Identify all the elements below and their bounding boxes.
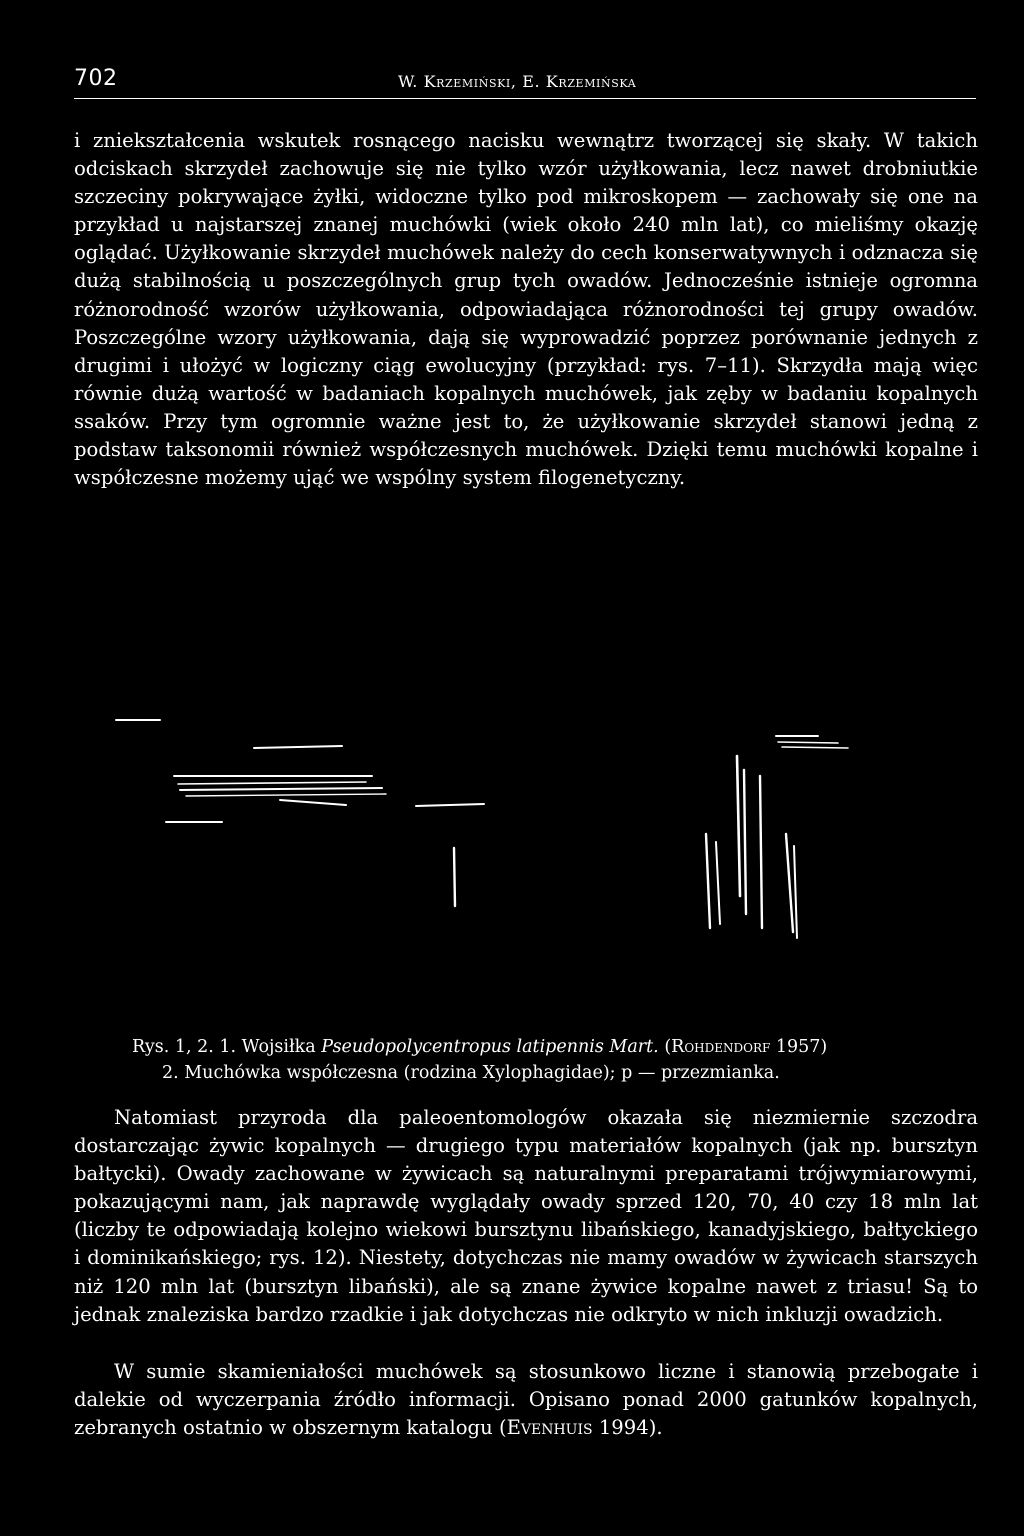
vein-line: [794, 846, 797, 938]
vein-line: [280, 800, 346, 805]
vein-line: [180, 788, 382, 790]
vein-line: [737, 756, 740, 896]
vein-line: [744, 770, 746, 914]
vein-line: [782, 747, 848, 748]
vein-line: [706, 834, 710, 928]
caption-ref-year: 1957): [770, 1037, 828, 1057]
vein-line: [186, 794, 386, 796]
vein-line: [760, 776, 762, 928]
body-paragraph-3: [74, 1358, 978, 1442]
page-number: 702: [74, 66, 118, 91]
caption-prefix: Rys. 1, 2. 1. Wojsiłka: [132, 1037, 322, 1057]
caption-line-1: [132, 1034, 952, 1060]
citation-tail: 1994).: [592, 1416, 663, 1440]
running-head: W. Krzemiński, E. Krzemińska: [398, 72, 637, 91]
vein-line: [778, 742, 838, 743]
caption-ref-author: (Rohdendorf: [664, 1037, 771, 1057]
vein-line: [716, 842, 720, 924]
figure-caption: [132, 1034, 952, 1086]
vein-line: [454, 848, 455, 906]
citation-author: Evenhuis: [506, 1416, 593, 1440]
caption-species-name: Pseudopolycentropus latipennis Mart.: [321, 1037, 659, 1057]
caption-line-2: 2. Muchówka współczesna (rodzina Xylophagidae); p — przezmianka.: [162, 1063, 780, 1083]
vein-line: [786, 834, 793, 932]
figure-wing-venation: [100, 700, 900, 960]
body-paragraph-1: i zniekształcenia wskutek rosnącego nacisku wewnątrz tworzącej się skały. W takich odciskach skrzydeł zachowuje się nie tylko wzór użyłkowania, lecz nawet drobniutkie szczeciny pokrywające żyłki, widoczne tylko pod mikroskopem — zachowały się one na przykład u najstarszej znanej muchówki (wiek około 240 mln lat), co mieliśmy okazję oglądać. Użyłkowanie skrzydeł muchówek należy do cech konserwatywnych i odznacza się dużą stabilnością u poszczególnych grup tych owadów. Jednocześnie istnieje ogromna różnorodność wzorów użyłkowania, odpowiadająca różnorodności tej grupy owadów. Poszczególne wzory użyłkowania, dają się wyprowadzić poprzez porównanie jednych z drugimi i ułożyć w logiczny ciąg ewolucyjny (przykład: rys. 7–11). Skrzydła mają więc równie dużą wartość w badaniach kopalnych muchówek, jak zęby w badaniu kopalnych ssaków. Przy tym ogromnie ważne jest to, że użyłkowanie skrzydeł stanowi jedną z podstaw taksonomii również współczesnych muchówek. Dzięki temu muchówki kopalne i współczesne możemy ująć we wspólny system filogenetyczny.: [74, 129, 978, 490]
page-header: [74, 64, 976, 99]
vein-line: [178, 782, 366, 784]
vein-line: [416, 804, 484, 806]
wing-venation-drawing: [100, 700, 900, 960]
vein-line: [254, 746, 342, 748]
body-paragraph-2: Natomiast przyroda dla paleoentomologów okazała się niezmiernie szczodra dostarczając żywic kopalnych — drugiego typu materiałów kopalnych (jak np. bursztyn bałtycki). Owady zachowane w żywicach są naturalnymi preparatami trójwymiarowymi, pokazującymi nam, jak naprawdę wyglądały owady sprzed 120, 70, 40 czy 18 mln lat (liczby te odpowiadają kolejno wiekowi bursztynu libańskiego, kanadyjskiego, bałtyckiego i dominikańskiego; rys. 12). Niestety, dotychczas nie mamy owadów w żywicach starszych niż 120 mln lat (bursztyn libański), ale są znane żywice kopalne nawet z triasu! Są to jednak znaleziska bardzo rzadkie i jak dotychczas nie odkryto w nich inkluzji owadzich.: [74, 1106, 978, 1326]
paragraph3-text: W sumie skamieniałości muchówek są stosunkowo liczne i stanowią przebogate i dalekie od wyczerpania źródło informacji. Opisano ponad 2000 gatunków kopalnych, zebranych ostatnio w obszernym katalogu (: [74, 1360, 978, 1440]
